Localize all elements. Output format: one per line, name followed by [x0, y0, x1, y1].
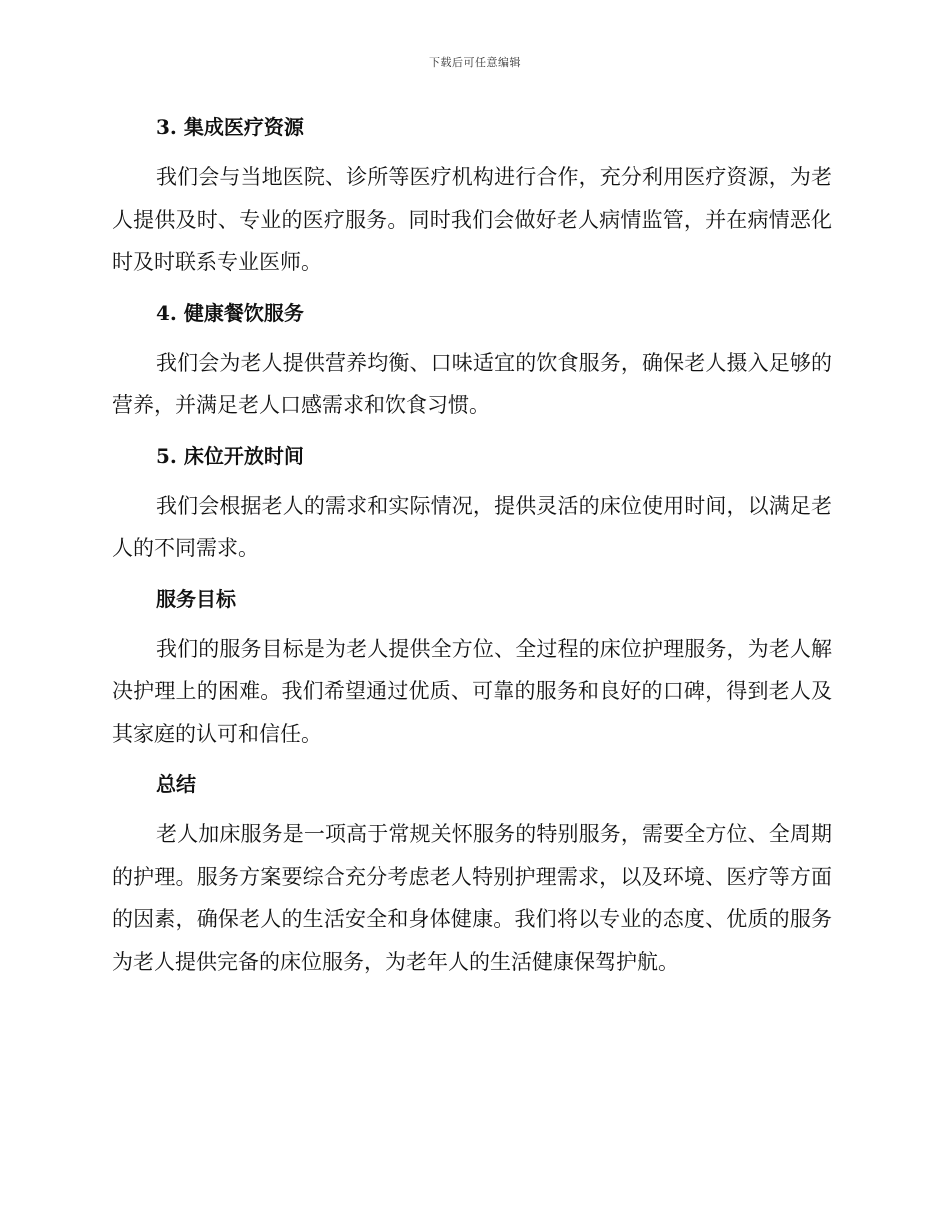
section-paragraph: 我们会与当地医院、诊所等医疗机构进行合作，充分利用医疗资源，为老人提供及时、专业的医疗服务。同时我们会做好老人病情监管，并在病情恶化时及时联系专业医师。: [112, 165, 832, 274]
section-medical-resources: [112, 108, 832, 284]
section-paragraph: 我们的服务目标是为老人提供全方位、全过程的床位护理服务，为老人解决护理上的困难。我们希望通过优质、可靠的服务和良好的口碑，得到老人及其家庭的认可和信任。: [112, 636, 832, 746]
section-healthy-dining: [112, 294, 832, 427]
document-body: [112, 108, 832, 993]
section-paragraph: 老人加床服务是一项高于常规关怀服务的特别服务，需要全方位、全周期的护理。服务方案要综合充分考虑老人特别护理需求，以及环境、医疗等方面的因素，确保老人的生活安全和身体健康。我们将以专业的态度、优质的服务为老人提供完备的床位服务，为老年人的生活健康保驾护航。: [112, 822, 832, 974]
section-heading: 总结: [156, 772, 196, 796]
section-service-goals: [112, 580, 832, 756]
section-heading: 4. 健康餐饮服务: [156, 300, 304, 325]
section-paragraph: 我们会为老人提供营养均衡、口味适宜的饮食服务，确保老人摄入足够的营养，并满足老人口感需求和饮食习惯。: [112, 350, 832, 417]
section-summary: [112, 765, 832, 983]
section-heading: 5. 床位开放时间: [156, 443, 304, 468]
section-paragraph: 我们会根据老人的需求和实际情况，提供灵活的床位使用时间，以满足老人的不同需求。: [112, 493, 832, 560]
section-heading: 3. 集成医疗资源: [156, 115, 304, 139]
page-header-note: 下载后可任意编辑: [429, 56, 521, 69]
section-bed-hours: [112, 437, 832, 570]
section-heading: 服务目标: [156, 586, 236, 611]
